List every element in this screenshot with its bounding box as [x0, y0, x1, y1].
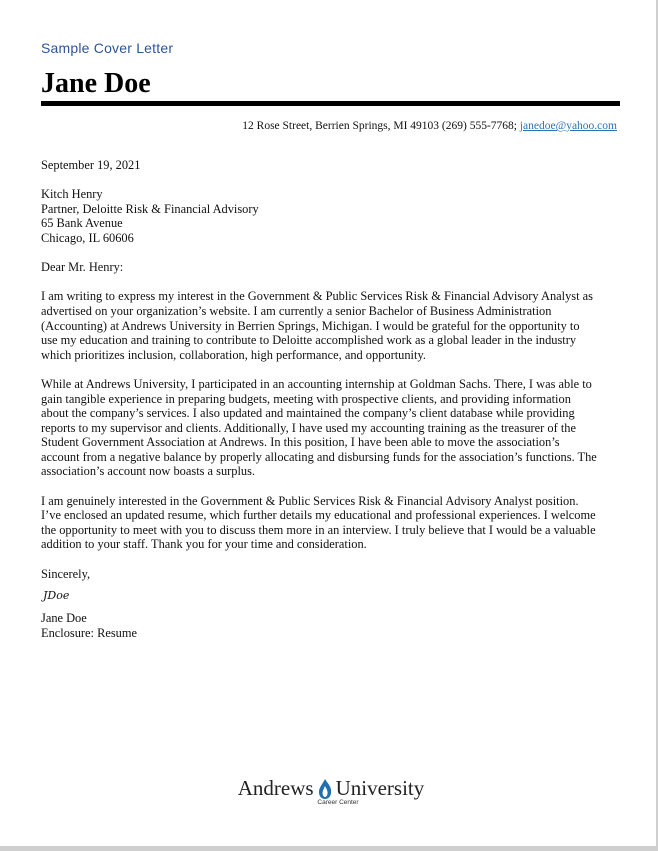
andrews-university-logo — [236, 776, 426, 806]
recipient-line: Partner, Deloitte Risk & Financial Advisory — [41, 201, 259, 216]
logo-word-right: University — [335, 776, 425, 800]
recipient-line: 65 Bank Avenue — [41, 216, 123, 231]
recipient-line: Kitch Henry — [41, 187, 103, 202]
paragraph-line: (Accounting) at Andrews University in Berrien Springs, Michigan. I would be grateful for the opportunity to — [41, 318, 580, 333]
paragraph-line: about the company’s services. I also updated and maintained the company’s client database while providing — [41, 406, 575, 421]
logo-word-left: Andrews — [237, 776, 314, 800]
letter-body — [41, 158, 621, 640]
paragraph-line: While at Andrews University, I participated in an accounting internship at Goldman Sachs. There, I was able to — [41, 376, 592, 391]
paragraph-line: I am genuinely interested in the Government & Public Services Risk & Financial Advisory Analyst position. — [41, 493, 579, 508]
paragraph-line: I am writing to express my interest in the Government & Public Services Risk & Financial Advisory Analyst as — [41, 289, 593, 304]
paragraph-line: the opportunity to meet with you to discuss them more in an interview. I truly believe that I would be a valuable — [41, 522, 596, 537]
paragraph-line: reports to my supervisor and clients. Additionally, I have used my accounting training as the treasurer of the — [41, 420, 576, 435]
paragraph-3 — [41, 494, 621, 552]
contact-address-phone: 12 Rose Street, Berrien Springs, MI 49103 (269) 555-7768; — [242, 120, 517, 132]
header-rule — [41, 101, 620, 106]
applicant-name: Jane Doe — [41, 68, 151, 99]
signer-name: Jane Doe — [41, 611, 87, 626]
paragraph-line: which prioritizes inclusion, collaboration, high performance, and opportunity. — [41, 347, 426, 362]
paragraph-2 — [41, 377, 621, 479]
email-link[interactable]: janedoe@yahoo.com — [519, 120, 617, 132]
paragraph-line: use my education and training to contribute to Deloitte accomplished work as a global leader in the industry — [41, 333, 577, 348]
signature: JDoe — [43, 589, 70, 603]
contact-line — [242, 120, 617, 132]
closing: Sincerely, — [41, 566, 91, 581]
logo-subtitle: Career Center — [317, 799, 359, 806]
paragraph-line: Student Government Association at Andrews. In this position, I have been able to move the association’s — [41, 435, 560, 450]
recipient-line: Chicago, IL 60606 — [41, 230, 134, 245]
paragraph-line: association’s account now boasts a surplus. — [41, 464, 256, 479]
letter-date: September 19, 2021 — [41, 158, 141, 172]
paragraph-line: addition to your staff. Thank you for your time and consideration. — [41, 537, 367, 552]
flame-icon — [316, 778, 334, 800]
paragraph-line: gain tangible experience in preparing budgets, meeting with prospective clients, and providing information — [41, 391, 571, 406]
paragraph-line: I’ve enclosed an updated resume, which further details my educational and professional experiences. I welcome — [41, 508, 596, 523]
document-label: Sample Cover Letter — [41, 40, 174, 56]
paragraph-1 — [41, 289, 621, 362]
enclosure-note: Enclosure: Resume — [41, 625, 138, 640]
salutation: Dear Mr. Henry: — [41, 260, 124, 275]
paragraph-line: account from a negative balance by properly allocating and disbursing funds for the association’s functions. The — [41, 449, 597, 464]
paragraph-line: advertised on your organization’s website. I am currently a senior Bachelor of Business Administration — [41, 303, 552, 318]
